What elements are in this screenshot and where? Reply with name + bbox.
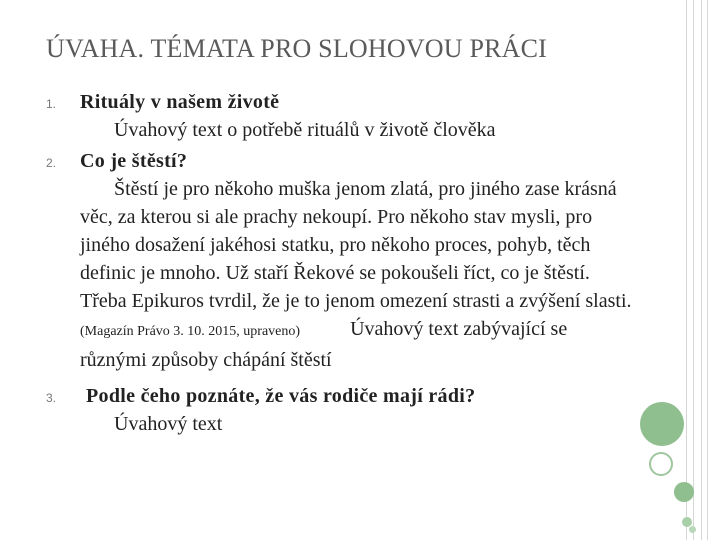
list-item [46, 147, 636, 374]
item-heading: Rituály v našem životě [80, 91, 280, 113]
item-number: 2. [46, 156, 57, 170]
list-item [46, 88, 636, 144]
item-quote: Štěstí je pro někoho muška jenom zlatá, pro jiného zase krásná věc, za kterou si ale prachy nekoupí. Pro někoho stav mysli, pro jiného dosažení jakéhosi statku, pro někoho proces, pohyb, těch definic je mnoho. Už staří Řekové se pokoušeli říct, co je štěstí. Třeba Epikuros tvrdil, že je to jenom omezení strasti a zvýšení slasti. [80, 178, 632, 312]
decorative-rule [701, 0, 702, 540]
decorative-circle [674, 482, 694, 502]
item-heading: Podle čeho poznáte, že vás rodiče mají rádi? [86, 385, 476, 407]
item-description: Úvahový text o potřebě rituálů v životě člověka [114, 119, 496, 141]
item-description: Úvahový text [114, 413, 223, 435]
decorative-circle [689, 526, 696, 533]
decorative-rule [707, 0, 708, 540]
decorative-rule [693, 0, 694, 540]
item-source: (Magazín Právo 3. 10. 2015, upraveno) [80, 324, 301, 339]
decorative-rule [686, 0, 687, 540]
item-number: 1. [46, 97, 57, 111]
item-heading: Co je štěstí? [80, 150, 188, 172]
item-description: Úvahový text zabývající se různými způsoby chápání štěstí [80, 318, 568, 371]
item-body [80, 175, 636, 374]
topic-list [46, 88, 636, 438]
item-number: 3. [46, 391, 57, 405]
decorative-circle-outline [649, 452, 673, 476]
list-item [46, 382, 636, 438]
slide-title: ÚVAHA. TÉMATA PRO SLOHOVOU PRÁCI [46, 34, 548, 63]
decorative-circle [640, 402, 684, 446]
